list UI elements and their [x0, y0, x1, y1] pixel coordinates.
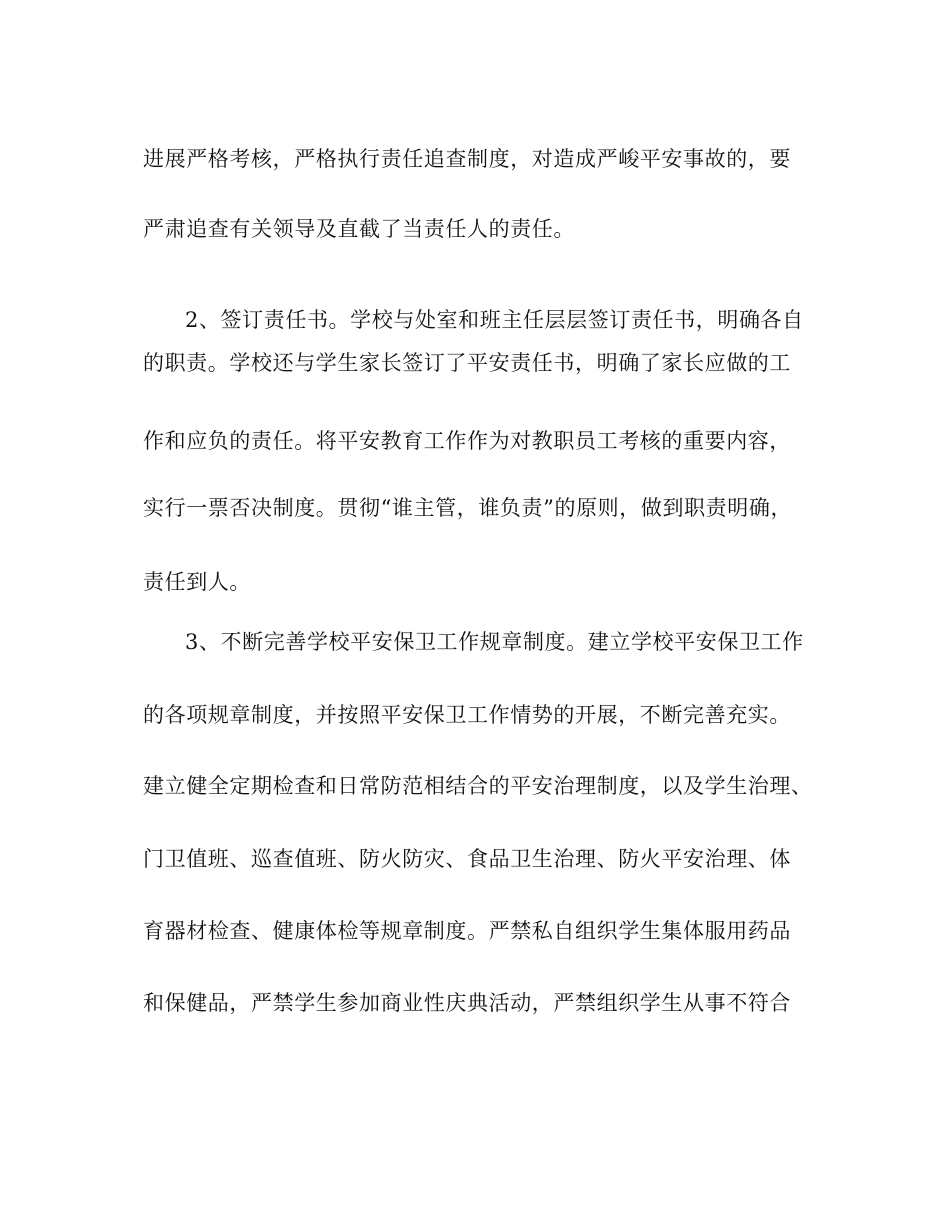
text-line: 的职责。学校还与学生家长签订了平安责任书，明确了家长应做的工 — [143, 351, 791, 375]
text-line: 实行一票否决制度。贯彻“谁主管，谁负责”的原则，做到职责明确， — [143, 496, 793, 520]
text-line: 2、签订责任书。学校与处室和班主任层层签订责任书，明确各自 — [185, 308, 804, 332]
text-line: 门卫值班、巡查值班、防火防灾、食品卫生治理、防火平安治理、体 — [143, 847, 791, 871]
text-line: 进展严格考核，严格执行责任追查制度，对造成严峻平安事故的，要 — [143, 147, 791, 171]
text-line: 育器材检查、健康体检等规章制度。严禁私自组织学生集体服用药品 — [143, 919, 791, 943]
text-line: 建立健全定期检查和日常防范相结合的平安治理制度，以及学生治理、 — [143, 774, 813, 798]
text-line: 作和应负的责任。将平安教育工作作为对教职员工考核的重要内容， — [143, 429, 791, 453]
text-line: 的各项规章制度，并按照平安保卫工作情势的开展，不断完善充实。 — [143, 703, 791, 727]
text-line: 严肃追查有关领导及直截了当责任人的责任。 — [143, 217, 575, 241]
text-line: 和保健品，严禁学生参加商业性庆典活动，严禁组织学生从事不符合 — [143, 991, 791, 1015]
text-line: 责任到人。 — [143, 570, 251, 594]
text-line: 3、不断完善学校平安保卫工作规章制度。建立学校平安保卫工作 — [185, 630, 804, 654]
